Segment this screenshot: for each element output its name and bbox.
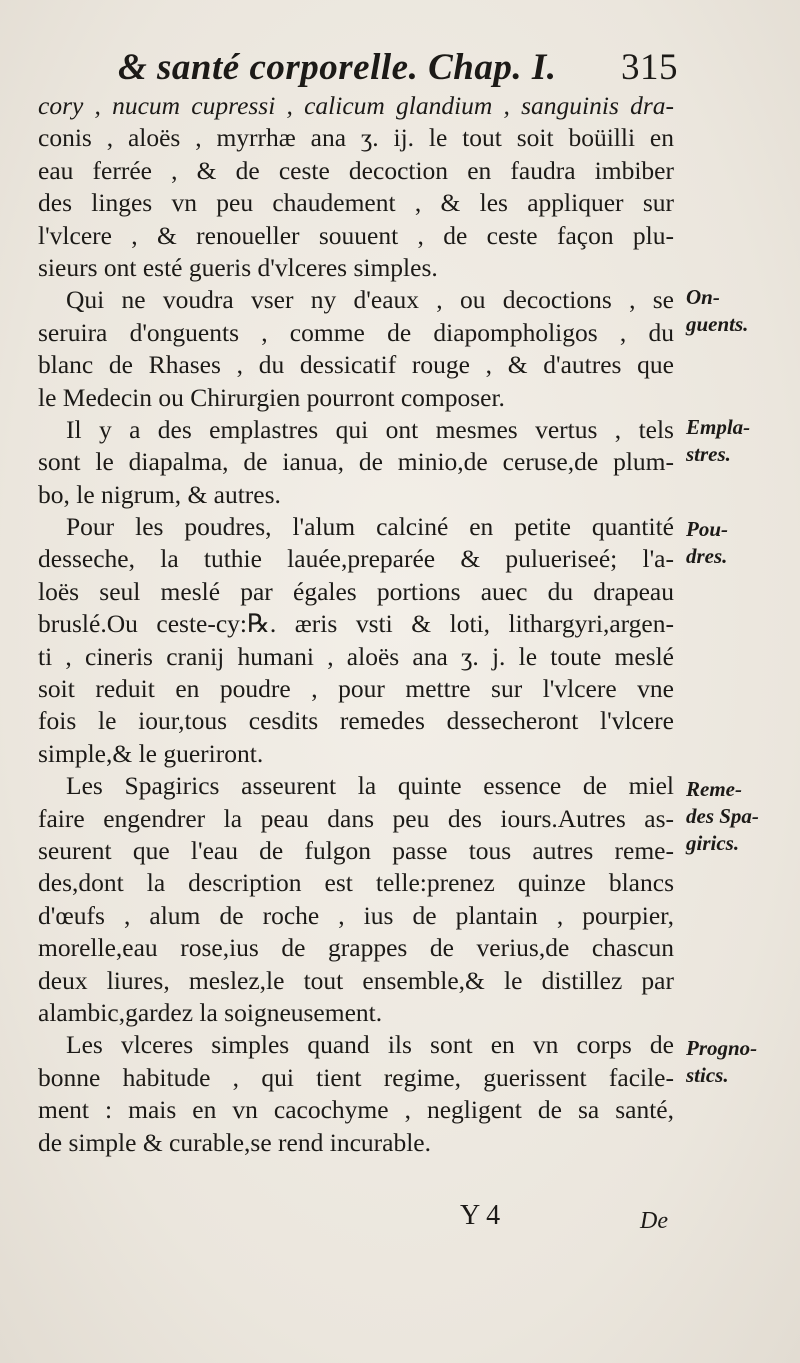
text-line: conis , aloës , myrrhæ ana ʒ. ij. le tout soit boüilli en	[38, 123, 674, 153]
signature-mark: Y 4	[460, 1200, 501, 1231]
text-line: bruslé.Ou ceste-cy:℞. æris vsti & loti, lithargyri,argen-	[38, 609, 674, 639]
text-line: faire engendrer la peau dans peu des iours.Autres as-	[38, 803, 674, 833]
margin-note-onguents	[686, 284, 796, 338]
running-header	[118, 40, 678, 96]
text-line: deux liures, meslez,le tout ensemble,& le distillez par	[38, 965, 674, 995]
text-line: ment : mais en vn cacochyme , negligent de sa santé,	[38, 1095, 674, 1125]
text-line: Les Spagirics asseurent la quinte essence de miel	[66, 771, 674, 801]
margin-note-line: stics.	[686, 1063, 729, 1087]
text-line: seruira d'onguents , comme de diapompholigos , du	[38, 317, 674, 347]
text-line: de simple & curable,se rend incurable.	[38, 1127, 431, 1157]
text-line: alambic,gardez la soigneusement.	[38, 997, 383, 1027]
text-line: loës seul meslé par égales portions auec du drapeau	[38, 576, 674, 606]
text-line: l'vlcere , & renoueller souuent , de ceste façon plu-	[38, 220, 674, 250]
margin-note-line: stres.	[686, 442, 731, 466]
body-text	[38, 90, 674, 1159]
text-line: sont le diapalma, de ianua, de minio,de ceruse,de plum-	[38, 447, 674, 477]
text-line: sieurs ont esté gueris d'vlceres simples.	[38, 252, 438, 282]
text-line: Pour les poudres, l'alum calciné en petite quantité	[66, 512, 674, 542]
text-line: desseche, la tuthie lauée,preparée & pulueriseé; l'a-	[38, 544, 674, 574]
margin-note-line: Reme-	[686, 777, 742, 801]
text-line: cory , nucum cupressi , calicum glandium , sanguinis dra-	[38, 91, 674, 120]
text-line: bonne habitude , qui tient regime, guerissent facile-	[38, 1062, 674, 1092]
page-number: 315	[621, 47, 678, 88]
running-title: & santé corporelle. Chap. I.	[118, 47, 557, 88]
text-line: des,dont la description est telle:prenez quinze blancs	[38, 868, 674, 898]
text-line: Qui ne voudra vser ny d'eaux , ou decoctions , se	[66, 285, 674, 315]
margin-note-prognostics	[686, 1035, 796, 1089]
margin-note-emplastres	[686, 414, 796, 468]
text-line: le Medecin ou Chirurgien pourront composer.	[38, 382, 505, 412]
margin-note-line: des Spa-	[686, 804, 759, 828]
text-line: eau ferrée , & de ceste decoction en faudra imbiber	[38, 155, 674, 185]
text-line: blanc de Rhases , du dessicatif rouge , & d'autres que	[38, 350, 674, 380]
text-line: Les vlceres simples quand ils sont en vn corps de	[66, 1030, 674, 1060]
margin-note-line: dres.	[686, 544, 728, 568]
text-line: fois le iour,tous cesdits remedes dessecheront l'vlcere	[38, 706, 674, 736]
text-line: bo, le nigrum, & autres.	[38, 479, 281, 509]
text-line: d'œufs , alum de roche , ius de plantain , pourpier,	[38, 900, 674, 930]
margin-note-line: Pou-	[686, 517, 728, 541]
text-line: Il y a des emplastres qui ont mesmes vertus , tels	[66, 414, 674, 444]
text-line: simple,& le gueriront.	[38, 738, 264, 768]
margin-note-line: guents.	[686, 312, 749, 336]
text-line: morelle,eau rose,ius de grappes de verius,de chascun	[38, 933, 674, 963]
text-line: soit reduit en poudre , pour mettre sur l'vlcere vne	[38, 674, 674, 704]
margin-note-line: girics.	[686, 831, 740, 855]
margin-note-remedes-spagirics	[686, 776, 796, 857]
text-line: seurent que l'eau de fulgon passe tous autres reme-	[38, 835, 674, 865]
catchword: De	[640, 1208, 668, 1234]
text-line: des linges vn peu chaudement , & les appliquer sur	[38, 188, 674, 218]
margin-note-line: Empla-	[686, 415, 751, 439]
margin-note-line: Progno-	[686, 1036, 758, 1060]
margin-note-line: On-	[686, 285, 720, 309]
margin-note-poudres	[686, 516, 796, 570]
text-line: ti , cineris cranij humani , aloës ana ʒ. j. le toute meslé	[38, 641, 674, 671]
